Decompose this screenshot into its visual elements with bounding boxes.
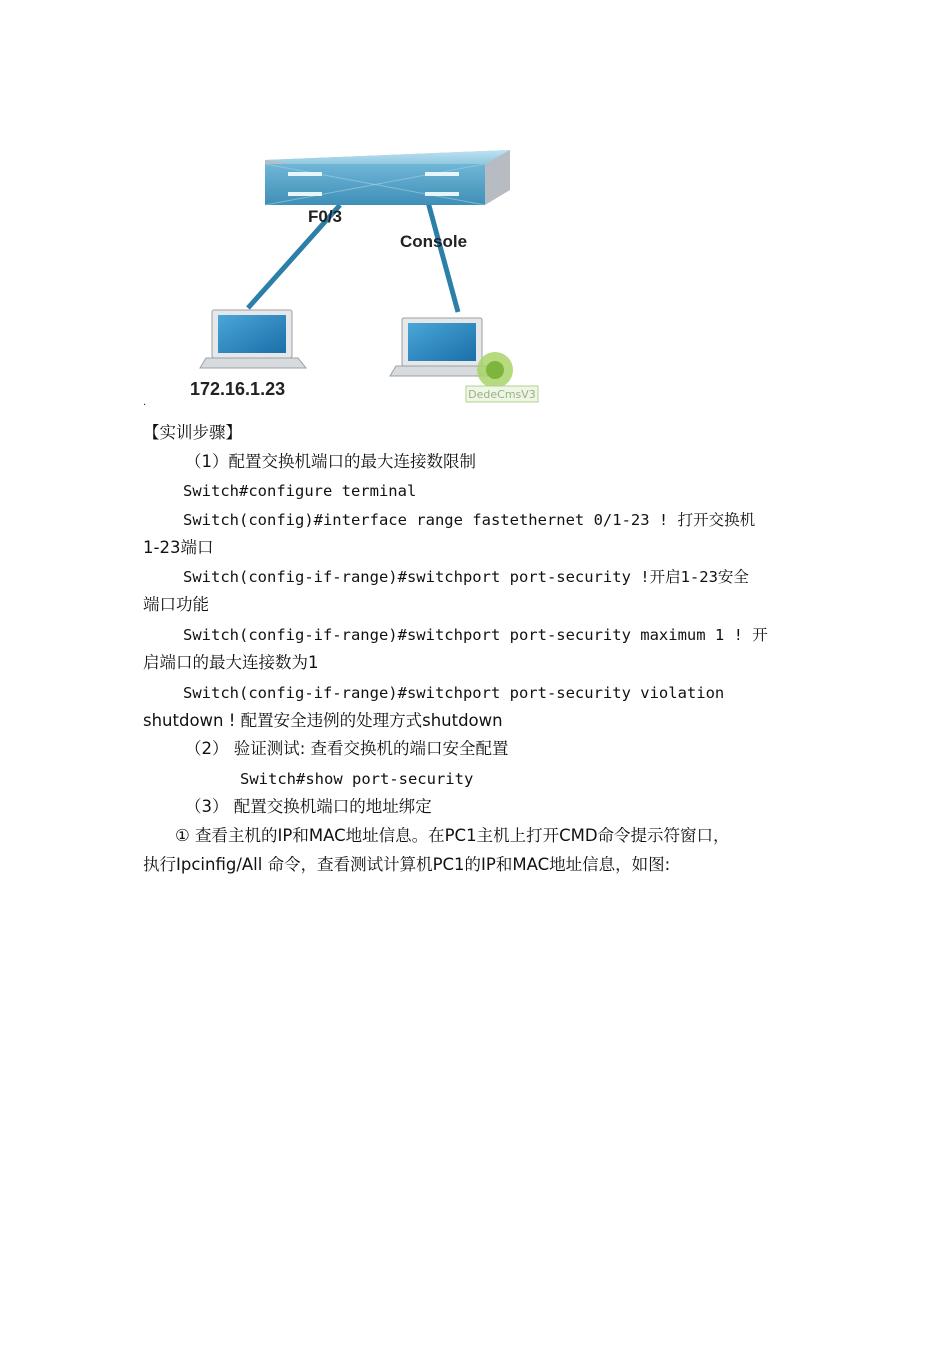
- step2-title: （2） 验证测试: 查看交换机的端口安全配置: [185, 739, 509, 758]
- console-label: Console: [400, 232, 468, 251]
- port-label: F0/3: [308, 207, 343, 226]
- command-continuation: 1-23端口: [143, 538, 214, 557]
- pc1-laptop: [200, 310, 306, 368]
- command-line: Switch(config)#interface range fastethernet 0/1-23 ! 打开交换机: [183, 511, 756, 529]
- command-continuation: 端口功能: [143, 595, 209, 614]
- network-topology-diagram: [180, 140, 550, 405]
- cable-console: [428, 202, 458, 312]
- watermark-text: DedeCmsV3: [468, 388, 536, 401]
- switch-device: [265, 150, 510, 205]
- section-title: 【实训步骤】: [143, 423, 242, 442]
- command-continuation: 启端口的最大连接数为1: [143, 653, 319, 672]
- ip-label: 172.16.1.23: [190, 379, 286, 399]
- step1-title: （1）配置交换机端口的最大连接数限制: [185, 452, 476, 471]
- command-line: Switch(config-if-range)#switchport port-security violation: [183, 684, 725, 702]
- stray-mark: ·: [143, 400, 147, 411]
- step2-command: Switch#show port-security: [240, 770, 474, 788]
- command-line: Switch(config-if-range)#switchport port-security !开启1-23安全: [183, 568, 749, 586]
- command-line: Switch(config-if-range)#switchport port-security maximum 1 ! 开: [183, 626, 768, 644]
- step3-title: （3） 配置交换机端口的地址绑定: [185, 797, 432, 816]
- command-line: Switch#configure terminal: [183, 482, 417, 500]
- step3-item1: ① 查看主机的IP和MAC地址信息。在PC1主机上打开CMD命令提示符窗口，: [175, 826, 730, 845]
- step3-item1-continuation: 执行Ipcinfig/All 命令，查看测试计算机PC1的IP和MAC地址信息，如图:: [143, 855, 671, 874]
- command-continuation: shutdown ! 配置安全违例的处理方式shutdown: [143, 711, 503, 730]
